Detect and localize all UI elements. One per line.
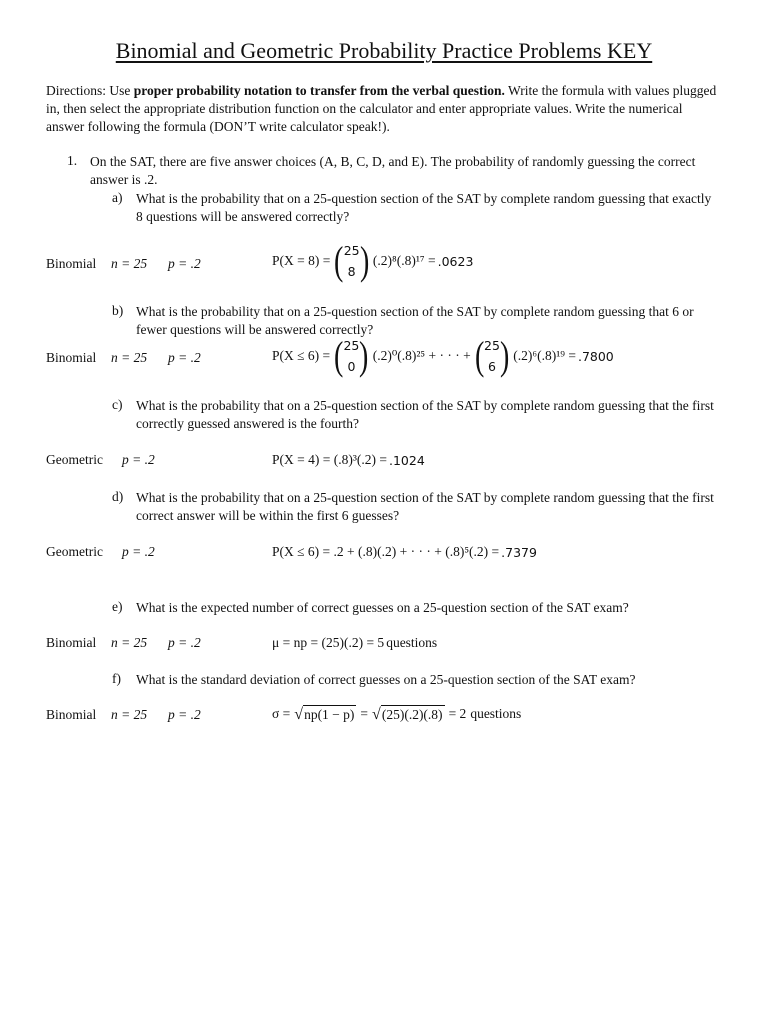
part-b-n: n = 25 bbox=[111, 350, 148, 365]
part-c-text: What is the probability that on a 25-question section of the SAT by complete random guessing that the first correctly guessed answered is the fourth? bbox=[136, 398, 714, 431]
part-f-radical-2 bbox=[372, 705, 445, 723]
part-c-formula bbox=[272, 452, 425, 468]
part-e-n: n = 25 bbox=[111, 635, 148, 650]
radicand: (25)(.2)(.8) bbox=[381, 707, 443, 722]
part-a-tail: (.2)⁸(.8)¹⁷ = bbox=[372, 253, 436, 268]
binom-top: 25 bbox=[343, 338, 360, 353]
part-f-n: n = 25 bbox=[111, 707, 148, 722]
part-a-formula bbox=[272, 240, 473, 282]
part-a-text: What is the probability that on a 25-question section of the SAT by complete random guessing that exactly 8 questions will be answered correctly? bbox=[136, 191, 712, 224]
part-c-label: c) bbox=[112, 397, 123, 412]
part-d-distribution: Geometric bbox=[46, 544, 103, 559]
part-d-label: d) bbox=[112, 489, 124, 504]
part-e-label: e) bbox=[112, 599, 123, 614]
part-c-expression: P(X = 4) = (.8)³(.2) = bbox=[272, 452, 387, 467]
part-b-p: p = .2 bbox=[168, 350, 201, 365]
sqrt-icon: √ bbox=[372, 706, 381, 723]
part-e-text: What is the expected number of correct guesses on a 25-question section of the SAT exam? bbox=[136, 600, 629, 615]
part-f-answer: questions bbox=[470, 706, 522, 721]
part-e-expression: μ = np = (25)(.2) = 5 bbox=[272, 635, 385, 650]
part-f-distribution: Binomial bbox=[46, 707, 97, 722]
part-d-expression: P(X ≤ 6) = .2 + (.8)(.2) + · · · + (.8)⁵(.2) = bbox=[272, 544, 500, 559]
question-text: On the SAT, there are five answer choices (A, B, C, D, and E). The probability of randomly guessing the correct answer is .2. bbox=[90, 154, 696, 187]
part-b-text: What is the probability that on a 25-question section of the SAT by complete random guessing that 6 or fewer questions will be answered correctly? bbox=[136, 304, 694, 337]
part-f-sigma: σ = bbox=[272, 706, 291, 721]
part-b-formula bbox=[272, 335, 614, 377]
part-f-formula bbox=[272, 705, 521, 723]
part-b-lhs: P(X ≤ 6) = bbox=[272, 348, 331, 363]
part-b-label: b) bbox=[112, 303, 124, 318]
directions-rest: Write the formula with values plugged in, then select the appropriate distribution function on the calculator and enter appropriate values. Write the numerical answer following the formula (DON’T write calculator speak!). bbox=[46, 83, 717, 134]
part-a-lhs: P(X = 8) = bbox=[272, 253, 331, 268]
part-f-equals-1: = bbox=[360, 706, 369, 721]
part-a-binomial-coefficient: ( 25 8 ) bbox=[334, 238, 369, 283]
directions-bold: proper probability notation to transfer from the verbal question. bbox=[133, 83, 505, 98]
part-b-tail: (.2)⁶(.8)¹⁹ = bbox=[513, 348, 576, 363]
binom-top: 25 bbox=[484, 338, 500, 353]
part-e-answer: questions bbox=[386, 635, 438, 650]
binom-bottom: 6 bbox=[488, 359, 496, 374]
part-f-label: f) bbox=[112, 671, 121, 686]
part-c-p: p = .2 bbox=[122, 452, 155, 467]
part-a-distribution: Binomial bbox=[46, 256, 97, 271]
part-e-formula bbox=[272, 635, 437, 651]
binom-bottom: 8 bbox=[347, 264, 356, 279]
part-b-binomial-coefficient-1: ( 25 0 ) bbox=[334, 333, 369, 378]
part-b-mid: (.2)⁰(.8)²⁵ + · · · + bbox=[372, 348, 471, 363]
part-a-n: n = 25 bbox=[111, 256, 148, 271]
binom-bottom: 0 bbox=[347, 359, 356, 374]
directions bbox=[46, 82, 722, 136]
part-d-formula bbox=[272, 544, 537, 560]
part-c-distribution: Geometric bbox=[46, 452, 103, 467]
part-b-binomial-coefficient-2: ( 25 6 ) bbox=[474, 333, 510, 378]
part-f-equals-2: = 2 bbox=[448, 706, 467, 721]
part-b-answer: .7800 bbox=[577, 348, 614, 364]
part-f-text: What is the standard deviation of correct guesses on a 25-question section of the SAT exam? bbox=[136, 672, 636, 687]
part-b-distribution: Binomial bbox=[46, 350, 97, 365]
part-e-p: p = .2 bbox=[168, 635, 201, 650]
radicand: np(1 − p) bbox=[304, 707, 355, 722]
question-number: 1. bbox=[67, 153, 78, 168]
part-f-p: p = .2 bbox=[168, 707, 201, 722]
part-d-p: p = .2 bbox=[122, 544, 155, 559]
part-a-answer: .0623 bbox=[437, 253, 474, 269]
part-c-answer: .1024 bbox=[389, 452, 425, 468]
part-d-answer: .7379 bbox=[501, 544, 537, 560]
page-title: Binomial and Geometric Probability Practice Problems KEY bbox=[115, 38, 653, 63]
part-a-label: a) bbox=[112, 190, 123, 205]
binom-top: 25 bbox=[343, 243, 360, 258]
part-a-p: p = .2 bbox=[168, 256, 201, 271]
directions-lead: Directions: Use bbox=[46, 83, 134, 98]
part-e-distribution: Binomial bbox=[46, 635, 97, 650]
sqrt-icon: √ bbox=[294, 706, 304, 723]
part-f-radical-1 bbox=[294, 705, 356, 723]
part-d-text: What is the probability that on a 25-question section of the SAT by complete random guessing that the first correct answer will be within the first 6 guesses? bbox=[136, 490, 714, 523]
